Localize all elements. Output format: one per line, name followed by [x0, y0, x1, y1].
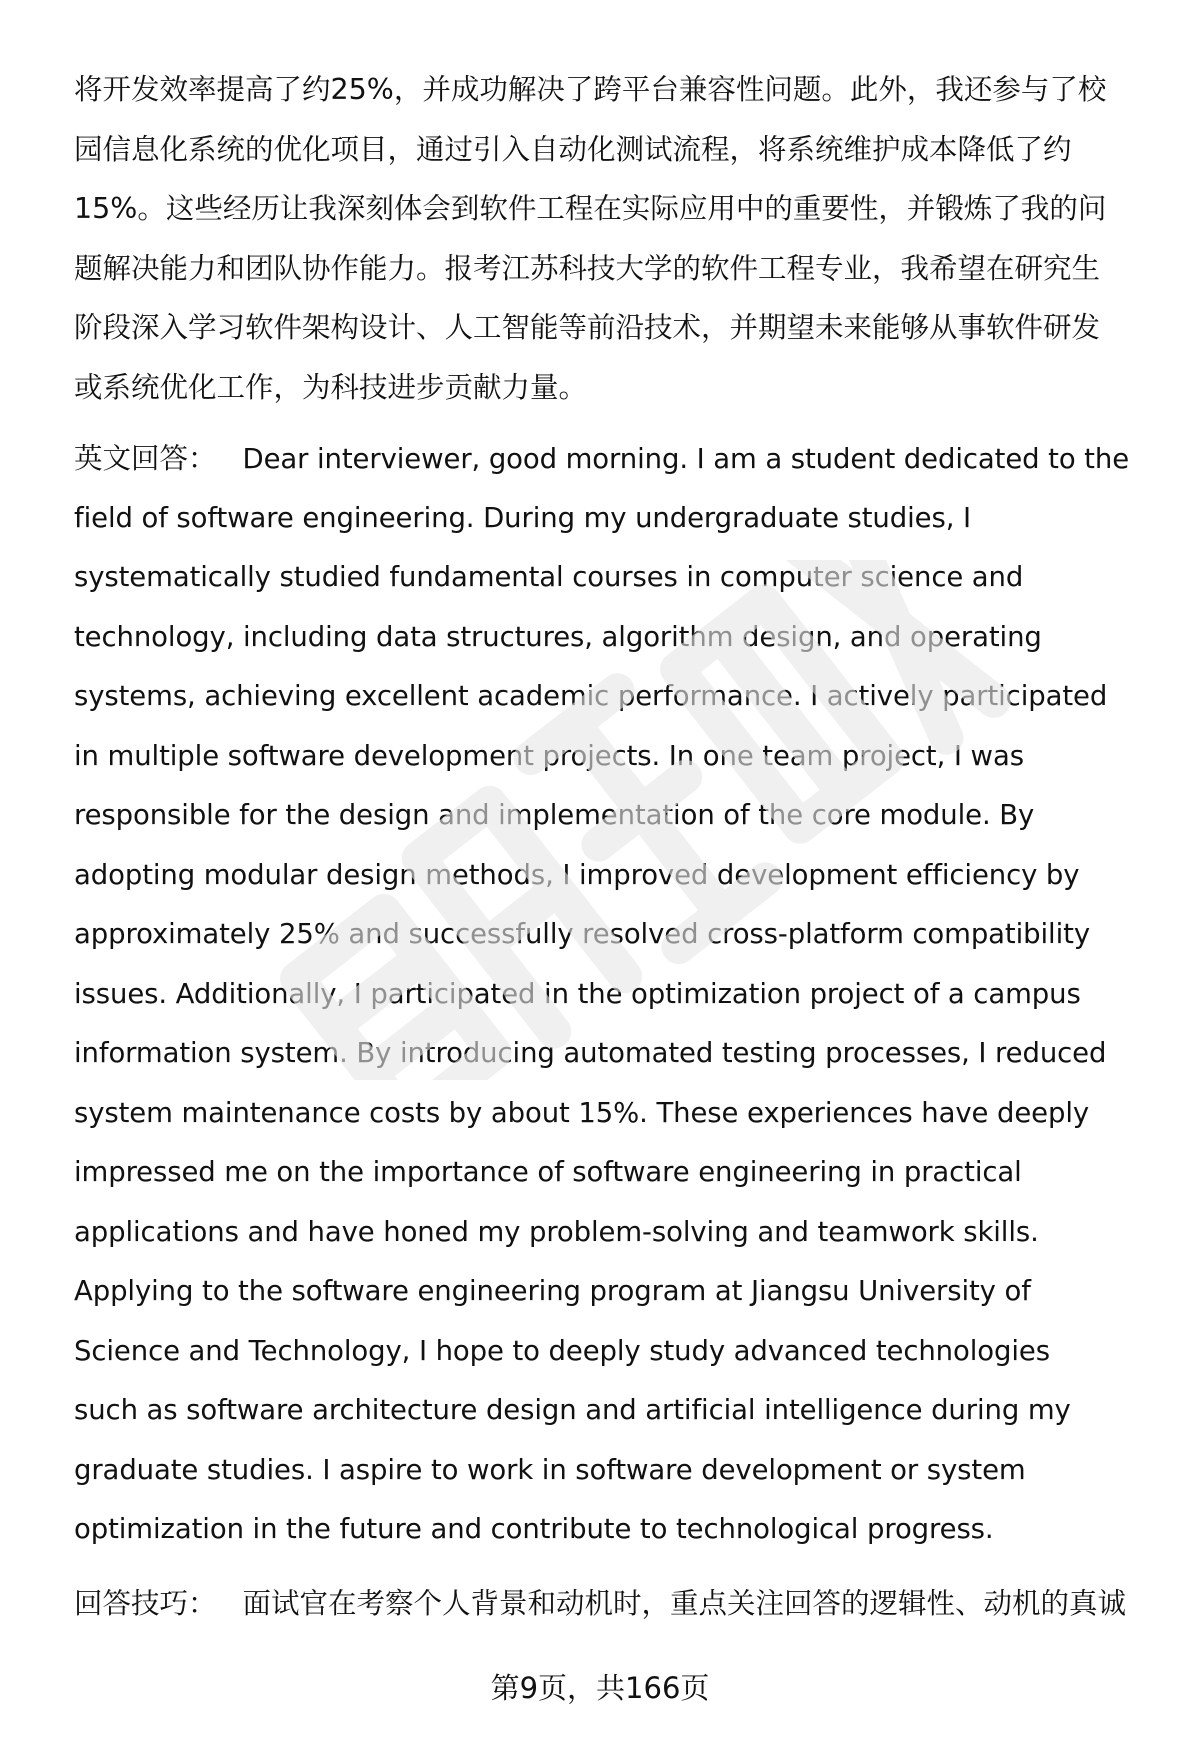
english-answer-paragraph	[74, 429, 1164, 1560]
answer-tips-label: 回答技巧：	[74, 1586, 217, 1620]
text-line: graduate studies. I aspire to work in software development or system	[74, 1453, 1026, 1486]
text-line: Applying to the software engineering program at Jiangsu University of	[74, 1275, 1031, 1307]
text-line: impressed me on the importance of software engineering in practical	[74, 1156, 1022, 1188]
text-line: 或系统优化工作，为科技进步贡献力量。	[74, 370, 588, 404]
page-number-footer: 第9页，共166页	[490, 1671, 710, 1705]
text-line: responsible for the design and implementation of the core module. By	[74, 799, 1035, 831]
text-line: information system. By introducing automated testing processes, I reduced	[74, 1037, 1107, 1069]
text-line: field of software engineering. During my undergraduate studies, I	[74, 501, 971, 534]
text-line: 阶段深入学习软件架构设计、人工智能等前沿技术，并期望未来能够从事软件研发	[74, 311, 1101, 344]
text-line: technology, including data structures, algorithm design, and operating	[74, 620, 1042, 653]
english-answer-label: 英文回答：	[74, 442, 217, 475]
answer-tips-paragraph	[74, 1574, 1164, 1634]
text-line: applications and have honed my problem-solving and teamwork skills.	[74, 1215, 1039, 1248]
text-line: 面试官在考察个人背景和动机时，重点关注回答的逻辑性、动机的真诚	[242, 1586, 1127, 1620]
text-line: optimization in the future and contribute to technological progress.	[74, 1513, 994, 1545]
text-line: 15%。这些经历让我深刻体会到软件工程在实际应用中的重要性，并锻炼了我的问	[74, 192, 1107, 225]
text-line: systematically studied fundamental courses in computer science and	[74, 561, 1024, 593]
text-line: issues. Additionally, I participated in the optimization project of a campus	[74, 977, 1081, 1010]
document-page	[74, 60, 1164, 1633]
english-answer-first-line	[74, 429, 1164, 489]
text-line: systems, achieving excellent academic performance. I actively participated	[74, 680, 1108, 712]
text-line: approximately 25% and successfully resolved cross-platform compatibility	[74, 918, 1090, 950]
text-line: Dear interviewer, good morning. I am a student dedicated to the	[242, 443, 1130, 475]
answer-tips-first-line	[74, 1574, 1164, 1634]
text-line: 题解决能力和团队协作能力。报考江苏科技大学的软件工程专业，我希望在研究生	[74, 251, 1101, 285]
text-line: in multiple software development projects. In one team project, I was	[74, 739, 1024, 772]
text-line: system maintenance costs by about 15%. These experiences have deeply	[74, 1096, 1090, 1129]
chinese-answer-paragraph	[74, 60, 1164, 417]
text-line: such as software architecture design and artificial intelligence during my	[74, 1394, 1071, 1426]
text-line: 将开发效率提高了约25%，并成功解决了跨平台兼容性问题。此外，我还参与了校	[74, 73, 1107, 106]
text-line: adopting modular design methods, I improved development efficiency by	[74, 858, 1080, 891]
text-line: 园信息化系统的优化项目，通过引入自动化测试流程，将系统维护成本降低了约	[74, 132, 1072, 166]
text-line: Science and Technology, I hope to deeply study advanced technologies	[74, 1334, 1050, 1367]
